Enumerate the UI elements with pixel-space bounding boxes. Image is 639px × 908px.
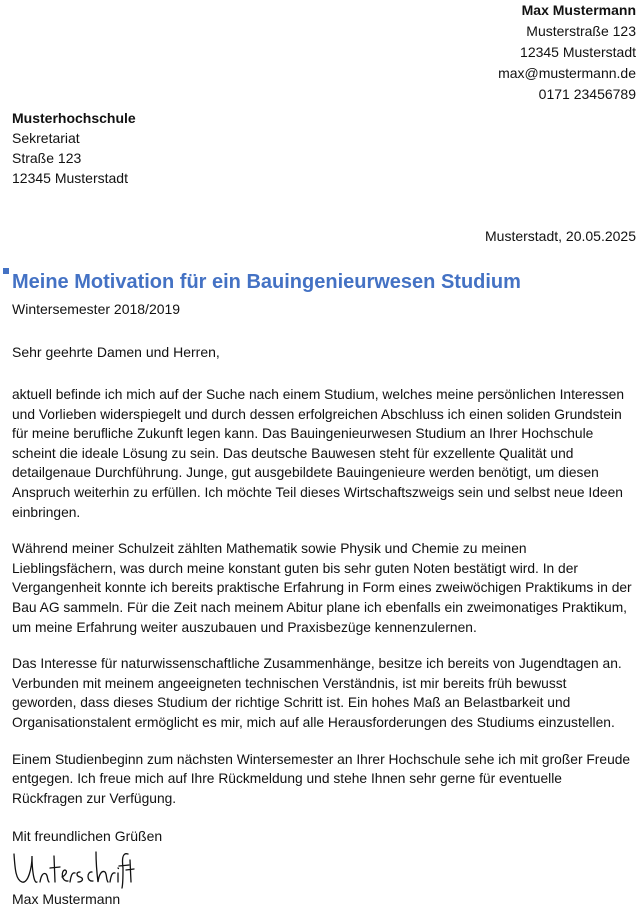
paragraph-3: Das Interesse für naturwissenschaftliche Zusammenhänge, besitze ich bereits von Jugendtagen an. Verbunden mit meinem angeeigneten technischen Verständnis, ist mir bereits früh bewusst geworden, dass dieses Studium der richtige Schritt ist. Ein hohes Maß an Belastbarkeit und Organisationstalent ermöglicht es mir, mich auf alle Herausforderungen des Studiums einzustellen. <box>12 656 622 730</box>
closing-line: Mit freundlichen Grüßen <box>12 828 163 844</box>
sender-name: Max Mustermann <box>521 2 636 18</box>
date-line: Musterstadt, 20.05.2025 <box>485 228 636 244</box>
recipient-city: 12345 Musterstadt <box>12 170 128 186</box>
recipient-street: Straße 123 <box>12 150 82 166</box>
subject-heading: Meine Motivation für ein Bauingenieurwesen Studium <box>12 271 521 293</box>
sender-email: max@mustermann.de <box>498 65 636 81</box>
recipient-dept: Sekretariat <box>12 130 80 146</box>
sender-city: 12345 Musterstadt <box>520 44 636 60</box>
recipient-org: Musterhochschule <box>12 110 136 126</box>
signature-name: Max Mustermann <box>12 891 121 907</box>
subject-marker <box>3 268 9 274</box>
paragraph-4: Einem Studienbeginn zum nächsten Wintersemester an Ihrer Hochschule sehe ich mit großer Freude entgegen. Ich freue mich auf Ihre Rückmeldung und stehe Ihnen sehr gerne für eventuelle Rückfragen zur Verfügung. <box>12 751 631 806</box>
salutation: Sehr geehrte Damen und Herren, <box>12 344 220 360</box>
recipient-address-block <box>12 108 312 188</box>
paragraph-2: Während meiner Schulzeit zählten Mathematik sowie Physik und Chemie zu meinen Lieblingsfächern, was durch meine konstant guten bis sehr guten Noten bestätigt wird. In der Vergangenheit konnte ich bereits praktische Erfahrung in Form eines zweiwöchigen Praktikums in der Bau AG sammeln. Für die Zeit nach meinem Abitur plane ich ebenfalls ein zweimonatiges Praktikum, um meine Erfahrung weiter auszubauen und Praxisbezüge kennenzulernen. <box>12 541 632 635</box>
sender-phone: 0171 23456789 <box>538 86 636 102</box>
sender-street: Musterstraße 123 <box>526 23 636 39</box>
signature-drawing <box>10 846 135 890</box>
letter-body <box>12 385 634 825</box>
semester-line: Wintersemester 2018/2019 <box>12 301 181 317</box>
sender-address-block <box>316 0 636 105</box>
handwritten-signature <box>10 846 135 890</box>
paragraph-1: aktuell befinde ich mich auf der Suche nach einem Studium, welches meine persönlichen Interessen und Vorlieben widerspiegelt und durch dessen erfolgreichen Abschluss ich einen soliden Grundstein für meine berufliche Zukunft legen kann. Das Bauingenieurwesen Studium an Ihrer Hochschule scheint die ideale Lösung zu sein. Das deutsche Bauwesen steht für exzellente Qualität und detailgenaue Durchführung. Junge, gut ausgebildete Bauingenieure werden benötigt, um diesen Anspruch weiterhin zu erfüllen. Ich möchte Teil dieses Wirtschaftszweigs sein und selbst neue Ideen einbringen. <box>12 387 625 520</box>
